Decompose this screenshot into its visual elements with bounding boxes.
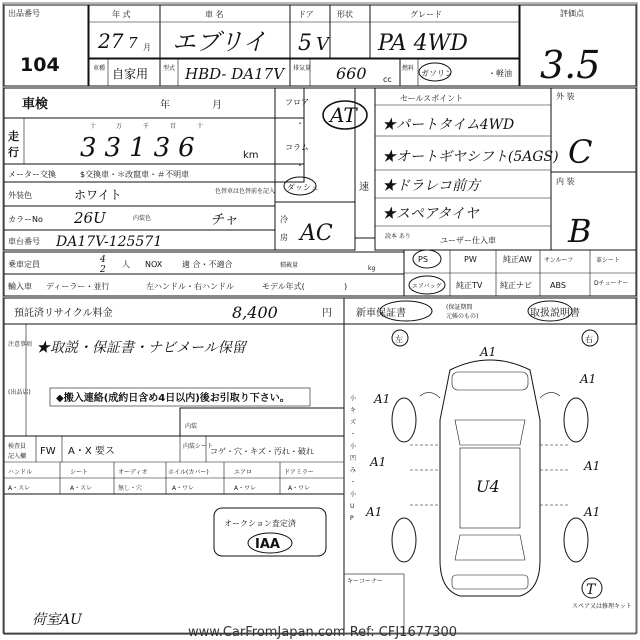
interior-value: B (568, 212, 592, 250)
diag-v8: ・ (350, 479, 357, 486)
load-unit: kg (368, 265, 376, 272)
diagram-vertical-label: 小 (350, 395, 357, 402)
month-value: 7 (128, 34, 138, 52)
col-seat: シート (70, 469, 89, 476)
trans-value: AT (330, 103, 357, 127)
notes-line-1: ★取説・保証書・ナビメール保留 (36, 340, 246, 356)
notes-side-label-2: (出品店) (8, 389, 31, 396)
recycle-unit: 円 (322, 308, 332, 319)
check-label-2: 記入欄 (8, 453, 27, 460)
recycle-value: 8,400 (232, 303, 278, 322)
val-wheel: A・ワレ (172, 485, 195, 492)
diag-v4: ・ (350, 431, 357, 438)
interior-cond-label: 内装 (185, 423, 198, 430)
row2-box (89, 58, 519, 86)
mark-a1-6: A1 (366, 505, 383, 519)
capacity-unit: 人 (122, 260, 130, 269)
mileage-unit: km (243, 150, 259, 161)
sales-point-2: ★オートギヤシフト(5AGS) (382, 149, 559, 165)
nox-label: NOX (145, 260, 163, 269)
val-audio: 無し・穴 (118, 485, 143, 492)
warranty-note-2: 元帳のもの) (446, 313, 479, 320)
type-label: 型式 (163, 65, 176, 72)
diag-v11: P (350, 515, 354, 522)
ac-label-2: 房 (280, 233, 288, 242)
inspection-month-unit: 月 (212, 100, 222, 111)
diag-v2: キ (350, 407, 357, 414)
load-label: 積載量 (280, 262, 299, 269)
frame-label: 車台番号 (8, 237, 40, 246)
color-change-note: 色替車は色替前を記入 (215, 188, 276, 195)
stamp-brand: IAA (255, 537, 280, 552)
opt-navi: 純正ナビ (500, 281, 532, 290)
grade-value: PA 4WD (378, 31, 468, 56)
exterior-label: 外 装 (556, 92, 575, 101)
col-aero: エアロ (234, 469, 253, 476)
diag-v3: ズ (350, 419, 357, 426)
speed-label: 速 (359, 182, 369, 193)
mileage-label-2: 行 (8, 146, 19, 159)
diag-v5: 小 (350, 443, 357, 450)
digit-h4: 百 (170, 123, 177, 130)
mark-a1-1: A1 (480, 345, 497, 359)
year-value: 27 (98, 29, 124, 53)
seat-label: 内装シート (183, 443, 214, 450)
import-model-year-close: ) (344, 282, 348, 291)
type-value: HBD- DA17V (185, 65, 285, 83)
right-mark: 右 (585, 335, 593, 344)
mark-a1-2: A1 (374, 392, 391, 406)
diag-v9: 小 (350, 491, 357, 498)
seat-options: コゲ・穴・キズ・汚れ・破れ (210, 447, 314, 456)
lot-no-label: 出品番号 (8, 9, 40, 18)
sales-points-label: セールスポイント (400, 94, 464, 103)
recycle-label: 預託済リサイクル料金 (14, 308, 113, 319)
meter-options: $交換車・＊改竄車・＃不明車 (80, 170, 190, 179)
opt-airbag: エアバッグ (412, 283, 442, 290)
opt-sunroof: サンルーフ (544, 257, 574, 264)
mark-a1-7: A1 (584, 505, 601, 519)
disp-value: 660 (336, 64, 367, 83)
frame-value: DA17V-125571 (56, 234, 163, 250)
fw-options: A・X 要ス (68, 446, 115, 457)
interior-cond-box (180, 408, 344, 436)
sales-point-1: ★パートタイム4WD (382, 117, 515, 133)
watermark: www.CarFromJapan.com Ref: CFJ1677300 (188, 625, 458, 640)
sp-note-1: 読本 あり (385, 233, 411, 240)
shift-column: コラム (285, 143, 309, 152)
interior-color-value: チャ (210, 212, 238, 228)
color-value: ホワイト (74, 188, 122, 202)
model-name: エブリイ (172, 28, 267, 56)
capacity-top: 4 (100, 255, 106, 265)
stamp-title: オークション査定済 (224, 519, 296, 528)
import-model-year: モデル年式( (262, 282, 305, 291)
key-corner-label: キーコーナー (347, 578, 384, 585)
digit-h3: 千 (143, 123, 150, 130)
capacity-bottom: 2 (100, 265, 106, 275)
exterior-value: C (568, 133, 593, 171)
disp-unit: cc (383, 75, 392, 84)
spare-note: スペア又は修理キット (572, 603, 632, 610)
spare-mark: T (586, 582, 596, 598)
fw-label: FW (40, 446, 56, 457)
mark-a1-3: A1 (580, 372, 597, 386)
sales-point-3: ★ドラレコ前方 (382, 178, 480, 194)
shift-floor: フロア (285, 98, 309, 107)
grade-label: グレード (410, 10, 442, 19)
digit-h2: 万 (116, 123, 123, 130)
digit-h5: 十 (197, 123, 204, 130)
notes-side-label: 注意事項 (8, 341, 33, 348)
notice-text: ◆搬入連絡(成約日含め4日以内)後お引取り下さい。 (56, 393, 290, 404)
lot-number: 104 (20, 54, 60, 76)
diag-v6: 凹 (350, 455, 357, 462)
fuel-alt: ・軽油 (488, 69, 512, 78)
left-mark: 左 (395, 335, 403, 344)
mileage-label-1: 走 (8, 130, 19, 143)
warranty-label: 新車保証書 (356, 308, 406, 319)
opt-alu: 純正AW (503, 255, 532, 264)
val-seat: A・スレ (70, 485, 93, 492)
mark-u4: U4 (476, 477, 500, 496)
mark-a1-5: A1 (584, 459, 601, 473)
inspection-box (4, 88, 304, 118)
shift-dot-1: ・ (296, 119, 304, 128)
mark-a1-4: A1 (370, 455, 387, 469)
import-label: 輸入車 (8, 282, 32, 291)
shift-dash: ダッシュ (287, 183, 319, 192)
inspection-label: 車検 (22, 97, 49, 112)
score-label: 評価点 (560, 9, 584, 18)
val-aero: A・ワレ (234, 485, 257, 492)
col-mirror: ドアミラー (284, 469, 314, 476)
opt-pw: PW (464, 255, 477, 264)
dealer-import: ユーザー仕入車 (440, 236, 496, 245)
shift-dot-2: ・ (296, 161, 304, 170)
diag-v7: み (350, 467, 357, 474)
inspection-year-unit: 年 (160, 100, 170, 111)
opt-leather: 革シート (596, 257, 621, 264)
import-handle: 左ハンドル・右ハンドル (146, 282, 234, 291)
fuel-value: ガソリン (421, 69, 453, 78)
disp-label: 排気量 (293, 65, 312, 72)
warranty-note: (保証期間 (446, 304, 473, 311)
opt-ps: PS (418, 255, 428, 264)
col-handle: ハンドル (8, 469, 33, 476)
opt-abs: ABS (550, 281, 566, 290)
score-value: 3.5 (540, 43, 601, 87)
opt-dtuner: Dチューナー (594, 280, 629, 287)
col-wheel: ホイル(カバー) (168, 469, 209, 476)
fuel-label: 燃料 (402, 65, 415, 72)
door-label: ドア (298, 10, 314, 19)
color-code-value: 26U (74, 209, 106, 227)
year-label: 年 式 (112, 10, 131, 19)
ac-value: AC (300, 221, 333, 246)
import-dealer: ディーラー・並行 (46, 282, 110, 291)
nox-options: 適 合・不適合 (182, 260, 233, 269)
month-unit: 月 (143, 43, 151, 52)
notes-bottom: 荷室AU (32, 612, 82, 628)
val-mirror: A・ワレ (288, 485, 311, 492)
door-unit: V (316, 34, 329, 55)
mileage-value: 33136 (80, 133, 203, 163)
val-handle: A・スレ (8, 485, 31, 492)
sales-point-4: ★スペアタイヤ (382, 206, 479, 222)
door-value: 5 (298, 31, 312, 56)
ac-label-1: 冷 (280, 215, 288, 224)
capacity-label: 乗車定員 (8, 260, 40, 269)
use-value: 自家用 (112, 67, 149, 81)
col-audio: オーディオ (118, 469, 148, 476)
diag-v10: U (350, 503, 355, 510)
manual-label: 取扱説明書 (530, 308, 580, 319)
color-label: 外装色 (8, 191, 32, 200)
interior-label: 内 装 (556, 177, 575, 186)
opt-tv: 純正TV (456, 281, 483, 290)
use-label: 車種 (93, 65, 106, 72)
check-label: 検査員 (8, 443, 27, 450)
interior-color-label: 内装色 (133, 215, 152, 222)
model-label: 車 名 (205, 10, 224, 19)
color-code-label: カラーNo (8, 215, 43, 224)
meter-label: メーター交換 (8, 170, 56, 179)
digit-h1: 十 (90, 123, 97, 130)
shape-label: 形状 (337, 10, 353, 19)
